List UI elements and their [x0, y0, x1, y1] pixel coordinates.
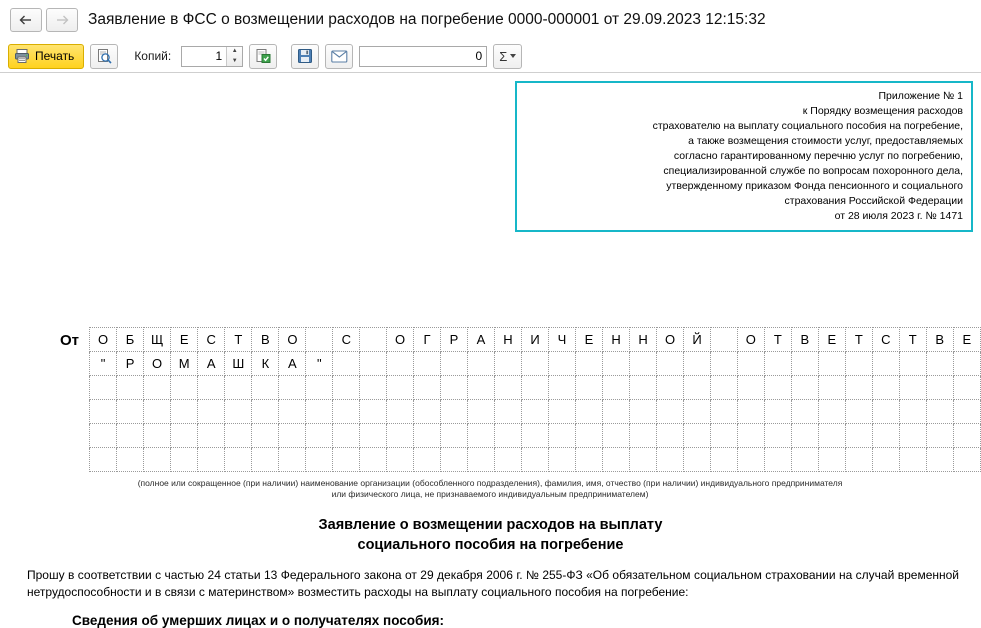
navigation-buttons: [10, 8, 78, 32]
grid-cell[interactable]: [279, 400, 306, 424]
forward-button[interactable]: [46, 8, 78, 32]
grid-cell[interactable]: А: [467, 328, 494, 352]
grid-cell[interactable]: [90, 424, 117, 448]
copies-up-arrow[interactable]: ▲: [231, 48, 238, 55]
document-viewer[interactable]: [0, 72, 981, 628]
grid-cell[interactable]: [711, 424, 738, 448]
document-title: [0, 515, 981, 555]
copies-arrows[interactable]: [226, 47, 242, 66]
appendix-line: специализированной службе по вопросам похоронного дела,: [663, 165, 963, 177]
organization-name-grid[interactable]: [89, 327, 981, 472]
copies-down-arrow[interactable]: ▼: [231, 57, 238, 64]
grid-cell[interactable]: [386, 424, 413, 448]
grid-cell[interactable]: [360, 448, 387, 472]
grid-cell[interactable]: [360, 424, 387, 448]
from-label: От: [60, 332, 80, 349]
grid-cell[interactable]: [333, 448, 360, 472]
grid-cell[interactable]: [953, 400, 980, 424]
grid-cell[interactable]: [440, 376, 467, 400]
grid-cell[interactable]: [386, 448, 413, 472]
grid-cell[interactable]: [737, 400, 764, 424]
print-button[interactable]: [8, 44, 84, 69]
grid-caption-line-2: или физического лица, не признаваемого индивидуальным предпринимателем): [331, 489, 649, 499]
printer-icon: [14, 48, 30, 64]
grid-cell[interactable]: [252, 424, 279, 448]
grid-cell[interactable]: [225, 448, 252, 472]
grid-cell[interactable]: С: [198, 328, 225, 352]
grid-cell[interactable]: [872, 376, 899, 400]
grid-cell[interactable]: [818, 376, 845, 400]
grid-cell[interactable]: [171, 448, 198, 472]
grid-cell[interactable]: [818, 424, 845, 448]
grid-cell[interactable]: [467, 376, 494, 400]
grid-cell[interactable]: Щ: [144, 328, 171, 352]
grid-row: [90, 328, 981, 352]
grid-caption-line-1: (полное или сокращенное (при наличии) наименование организации (обособленного подразделения), фамилия, имя, отчество (при наличии) индивидуального предпринимателя: [137, 478, 843, 488]
grid-cell[interactable]: [872, 424, 899, 448]
window-title: Заявление в ФСС о возмещении расходов на погребение 0000-000001 от 29.09.2023 12:15:32: [88, 11, 766, 28]
grid-cell[interactable]: [603, 424, 630, 448]
grid-cell[interactable]: Р: [117, 352, 144, 376]
grid-cell[interactable]: [467, 448, 494, 472]
appendix-line: а также возмещения стоимости услуг, предоставляемых: [688, 135, 963, 147]
grid-cell[interactable]: ": [306, 352, 333, 376]
grid-cell[interactable]: [414, 424, 441, 448]
grid-cell[interactable]: [711, 352, 738, 376]
grid-cell[interactable]: С: [333, 328, 360, 352]
grid-cell[interactable]: [603, 448, 630, 472]
grid-cell[interactable]: [764, 424, 791, 448]
grid-cell[interactable]: [549, 400, 576, 424]
copies-label: Копий:: [134, 49, 172, 63]
grid-cell[interactable]: [818, 352, 845, 376]
from-field-row: [60, 327, 981, 472]
grid-cell[interactable]: [764, 352, 791, 376]
grid-cell[interactable]: Т: [899, 328, 926, 352]
grid-cell[interactable]: Е: [576, 328, 603, 352]
copies-stepper[interactable]: [181, 46, 243, 67]
grid-row: [90, 424, 981, 448]
sum-button[interactable]: [493, 44, 522, 69]
grid-cell[interactable]: И: [521, 328, 548, 352]
print-button-label: Печать: [35, 49, 75, 63]
grid-cell[interactable]: [953, 376, 980, 400]
grid-cell[interactable]: [90, 376, 117, 400]
grid-cell[interactable]: [899, 424, 926, 448]
grid-cell[interactable]: [521, 424, 548, 448]
grid-cell[interactable]: [576, 424, 603, 448]
grid-cell[interactable]: [225, 424, 252, 448]
grid-cell[interactable]: Н: [630, 328, 657, 352]
grid-cell[interactable]: [521, 400, 548, 424]
grid-cell[interactable]: [845, 376, 872, 400]
document-subheading: Сведения об умерших лицах и о получателях пособия:: [72, 613, 445, 628]
chevron-down-icon[interactable]: [510, 54, 516, 58]
grid-cell[interactable]: [845, 448, 872, 472]
grid-cell[interactable]: [684, 424, 711, 448]
grid-cell[interactable]: [306, 376, 333, 400]
grid-cell[interactable]: Ш: [225, 352, 252, 376]
grid-cell[interactable]: [171, 424, 198, 448]
grid-cell[interactable]: [845, 424, 872, 448]
grid-cell[interactable]: О: [657, 328, 684, 352]
grid-cell[interactable]: [657, 376, 684, 400]
grid-cell[interactable]: [549, 448, 576, 472]
envelope-icon: [331, 50, 348, 63]
grid-cell[interactable]: [467, 352, 494, 376]
grid-cell[interactable]: [333, 424, 360, 448]
grid-cell[interactable]: Б: [117, 328, 144, 352]
save-button[interactable]: [291, 44, 319, 69]
grid-cell[interactable]: [845, 400, 872, 424]
grid-cell[interactable]: С: [872, 328, 899, 352]
grid-cell[interactable]: [791, 424, 818, 448]
grid-cell[interactable]: [764, 400, 791, 424]
grid-caption: [95, 478, 885, 500]
grid-cell[interactable]: [414, 352, 441, 376]
grid-cell[interactable]: [630, 400, 657, 424]
sigma-icon: Σ: [499, 48, 508, 64]
grid-cell[interactable]: В: [791, 328, 818, 352]
grid-cell[interactable]: [926, 448, 953, 472]
grid-cell[interactable]: [198, 424, 225, 448]
grid-cell[interactable]: Е: [953, 328, 980, 352]
grid-cell[interactable]: [791, 448, 818, 472]
grid-cell[interactable]: [953, 448, 980, 472]
grid-cell[interactable]: [764, 376, 791, 400]
appendix-line: Приложение № 1: [878, 90, 963, 102]
grid-cell[interactable]: [494, 352, 521, 376]
grid-cell[interactable]: [386, 376, 413, 400]
grid-cell[interactable]: [225, 376, 252, 400]
grid-row: [90, 448, 981, 472]
grid-cell[interactable]: [657, 400, 684, 424]
grid-cell[interactable]: [657, 352, 684, 376]
grid-cell[interactable]: [144, 400, 171, 424]
grid-cell[interactable]: О: [386, 328, 413, 352]
grid-cell[interactable]: [684, 400, 711, 424]
grid-cell[interactable]: [603, 376, 630, 400]
grid-cell[interactable]: [630, 376, 657, 400]
save-icon: [297, 48, 313, 64]
grid-cell[interactable]: [279, 424, 306, 448]
grid-cell[interactable]: Т: [764, 328, 791, 352]
grid-cell[interactable]: [926, 424, 953, 448]
grid-cell[interactable]: [279, 448, 306, 472]
grid-cell[interactable]: [117, 376, 144, 400]
appendix-line: утвержденному приказом Фонда пенсионного и социального: [666, 180, 963, 192]
grid-cell[interactable]: [494, 376, 521, 400]
grid-cell[interactable]: А: [198, 352, 225, 376]
grid-cell[interactable]: [494, 448, 521, 472]
grid-cell[interactable]: ": [90, 352, 117, 376]
grid-cell[interactable]: [171, 376, 198, 400]
grid-cell[interactable]: [171, 400, 198, 424]
grid-cell[interactable]: [737, 448, 764, 472]
grid-cell[interactable]: [494, 400, 521, 424]
grid-cell[interactable]: Т: [225, 328, 252, 352]
document-title-line-2: социального пособия на погребение: [357, 537, 624, 553]
grid-cell[interactable]: Н: [494, 328, 521, 352]
grid-cell[interactable]: [306, 424, 333, 448]
grid-cell[interactable]: [684, 376, 711, 400]
grid-cell[interactable]: [386, 400, 413, 424]
grid-cell[interactable]: [521, 376, 548, 400]
grid-cell[interactable]: [737, 352, 764, 376]
grid-cell[interactable]: [414, 448, 441, 472]
toolbar: [0, 40, 981, 72]
grid-cell[interactable]: [737, 376, 764, 400]
grid-cell[interactable]: К: [252, 352, 279, 376]
grid-cell[interactable]: [953, 424, 980, 448]
grid-cell[interactable]: [360, 376, 387, 400]
grid-cell[interactable]: [872, 448, 899, 472]
grid-cell[interactable]: Г: [414, 328, 441, 352]
appendix-line: страхователю на выплату социального пособия на погребение,: [652, 120, 963, 132]
print-preview-button[interactable]: [90, 44, 118, 69]
grid-cell[interactable]: [630, 424, 657, 448]
grid-cell[interactable]: [414, 400, 441, 424]
document-page: [0, 73, 981, 628]
grid-cell[interactable]: [360, 352, 387, 376]
grid-cell[interactable]: [791, 400, 818, 424]
grid-cell[interactable]: [549, 352, 576, 376]
grid-cell[interactable]: [467, 400, 494, 424]
grid-cell[interactable]: [521, 448, 548, 472]
grid-cell[interactable]: [440, 448, 467, 472]
grid-cell[interactable]: [549, 424, 576, 448]
grid-cell[interactable]: [144, 376, 171, 400]
grid-cell[interactable]: Н: [603, 328, 630, 352]
grid-cell[interactable]: Е: [171, 328, 198, 352]
appendix-block: [515, 81, 973, 232]
grid-cell[interactable]: В: [252, 328, 279, 352]
appendix-line: к Порядку возмещения расходов: [802, 105, 963, 117]
grid-cell[interactable]: [576, 376, 603, 400]
grid-cell[interactable]: О: [144, 352, 171, 376]
grid-cell[interactable]: [953, 352, 980, 376]
back-button[interactable]: [10, 8, 42, 32]
grid-cell[interactable]: [440, 424, 467, 448]
appendix-line: согласно гарантированному перечню услуг по погребению,: [673, 150, 963, 162]
grid-cell[interactable]: [386, 352, 413, 376]
grid-cell[interactable]: [198, 400, 225, 424]
grid-cell[interactable]: [576, 448, 603, 472]
grid-cell[interactable]: [899, 352, 926, 376]
appendix-line: от 28 июля 2023 г. № 1471: [834, 210, 963, 222]
grid-cell[interactable]: Е: [818, 328, 845, 352]
grid-cell[interactable]: М: [171, 352, 198, 376]
grid-cell[interactable]: [872, 400, 899, 424]
grid-cell[interactable]: [684, 352, 711, 376]
grid-cell[interactable]: [117, 448, 144, 472]
grid-cell[interactable]: [657, 424, 684, 448]
grid-cell[interactable]: [252, 448, 279, 472]
document-title-line-1: Заявление о возмещении расходов на выплату: [318, 517, 663, 533]
grid-cell[interactable]: [711, 400, 738, 424]
grid-cell[interactable]: [252, 376, 279, 400]
grid-cell[interactable]: [440, 352, 467, 376]
grid-cell[interactable]: [414, 376, 441, 400]
grid-cell[interactable]: Й: [684, 328, 711, 352]
grid-cell[interactable]: [225, 400, 252, 424]
grid-cell[interactable]: [494, 424, 521, 448]
grid-cell[interactable]: [845, 352, 872, 376]
grid-cell[interactable]: [252, 400, 279, 424]
grid-cell[interactable]: О: [90, 328, 117, 352]
grid-cell[interactable]: [872, 352, 899, 376]
grid-cell[interactable]: Р: [440, 328, 467, 352]
grid-cell[interactable]: [117, 400, 144, 424]
grid-cell[interactable]: [90, 448, 117, 472]
grid-cell[interactable]: [549, 376, 576, 400]
grid-cell[interactable]: [684, 448, 711, 472]
grid-cell[interactable]: [144, 448, 171, 472]
grid-cell[interactable]: [333, 376, 360, 400]
grid-cell[interactable]: [818, 400, 845, 424]
grid-cell[interactable]: [521, 352, 548, 376]
grid-cell[interactable]: [440, 400, 467, 424]
grid-cell[interactable]: [899, 376, 926, 400]
copies-input[interactable]: 1: [215, 48, 223, 63]
grid-cell[interactable]: [144, 424, 171, 448]
grid-cell[interactable]: [926, 352, 953, 376]
grid-cell[interactable]: О: [737, 328, 764, 352]
grid-row: [90, 400, 981, 424]
grid-cell[interactable]: Ч: [549, 328, 576, 352]
page-setup-button[interactable]: [249, 44, 277, 69]
grid-cell[interactable]: [791, 376, 818, 400]
arrow-right-icon: [55, 15, 69, 25]
grid-cell[interactable]: [576, 352, 603, 376]
grid-cell[interactable]: [630, 448, 657, 472]
grid-cell[interactable]: [711, 448, 738, 472]
grid-cell[interactable]: [603, 400, 630, 424]
grid-cell[interactable]: [117, 424, 144, 448]
grid-cell[interactable]: [630, 352, 657, 376]
grid-cell[interactable]: [818, 448, 845, 472]
grid-cell[interactable]: [360, 400, 387, 424]
number-input[interactable]: 0: [359, 46, 487, 67]
grid-cell[interactable]: Т: [845, 328, 872, 352]
page-setup-icon: [255, 48, 272, 64]
grid-row: [90, 352, 981, 376]
grid-cell[interactable]: [737, 424, 764, 448]
grid-cell[interactable]: В: [926, 328, 953, 352]
grid-cell[interactable]: О: [279, 328, 306, 352]
grid-cell[interactable]: [333, 400, 360, 424]
grid-cell[interactable]: [333, 352, 360, 376]
grid-cell[interactable]: [467, 424, 494, 448]
print-preview-icon: [96, 48, 112, 64]
grid-cell[interactable]: [306, 328, 333, 352]
grid-cell[interactable]: [791, 352, 818, 376]
grid-cell[interactable]: [306, 400, 333, 424]
grid-cell[interactable]: [603, 352, 630, 376]
grid-row: [90, 376, 981, 400]
grid-cell[interactable]: [576, 400, 603, 424]
grid-cell[interactable]: А: [279, 352, 306, 376]
document-paragraph: Прошу в соответствии с частью 24 статьи 13 Федерального закона от 29 декабря 2006 г. № 255-ФЗ «Об обязательном социальном страховании на случай временной нетрудоспособности и в связи с материнством» возместить расходы на выплату социального пособия на погребение:: [27, 568, 959, 599]
grid-cell[interactable]: [711, 376, 738, 400]
title-bar: [0, 0, 981, 40]
grid-cell[interactable]: [926, 400, 953, 424]
send-mail-button[interactable]: [325, 44, 353, 69]
arrow-left-icon: [19, 15, 33, 25]
grid-cell[interactable]: [198, 448, 225, 472]
grid-cell[interactable]: [306, 448, 333, 472]
grid-cell[interactable]: [899, 448, 926, 472]
grid-cell[interactable]: [279, 376, 306, 400]
grid-cell[interactable]: [90, 400, 117, 424]
grid-cell[interactable]: [764, 448, 791, 472]
grid-cell[interactable]: [198, 376, 225, 400]
grid-cell[interactable]: [657, 448, 684, 472]
grid-cell[interactable]: [926, 376, 953, 400]
grid-cell[interactable]: [360, 328, 387, 352]
grid-cell[interactable]: [899, 400, 926, 424]
appendix-line: страхования Российской Федерации: [784, 195, 963, 207]
grid-cell[interactable]: [711, 328, 738, 352]
